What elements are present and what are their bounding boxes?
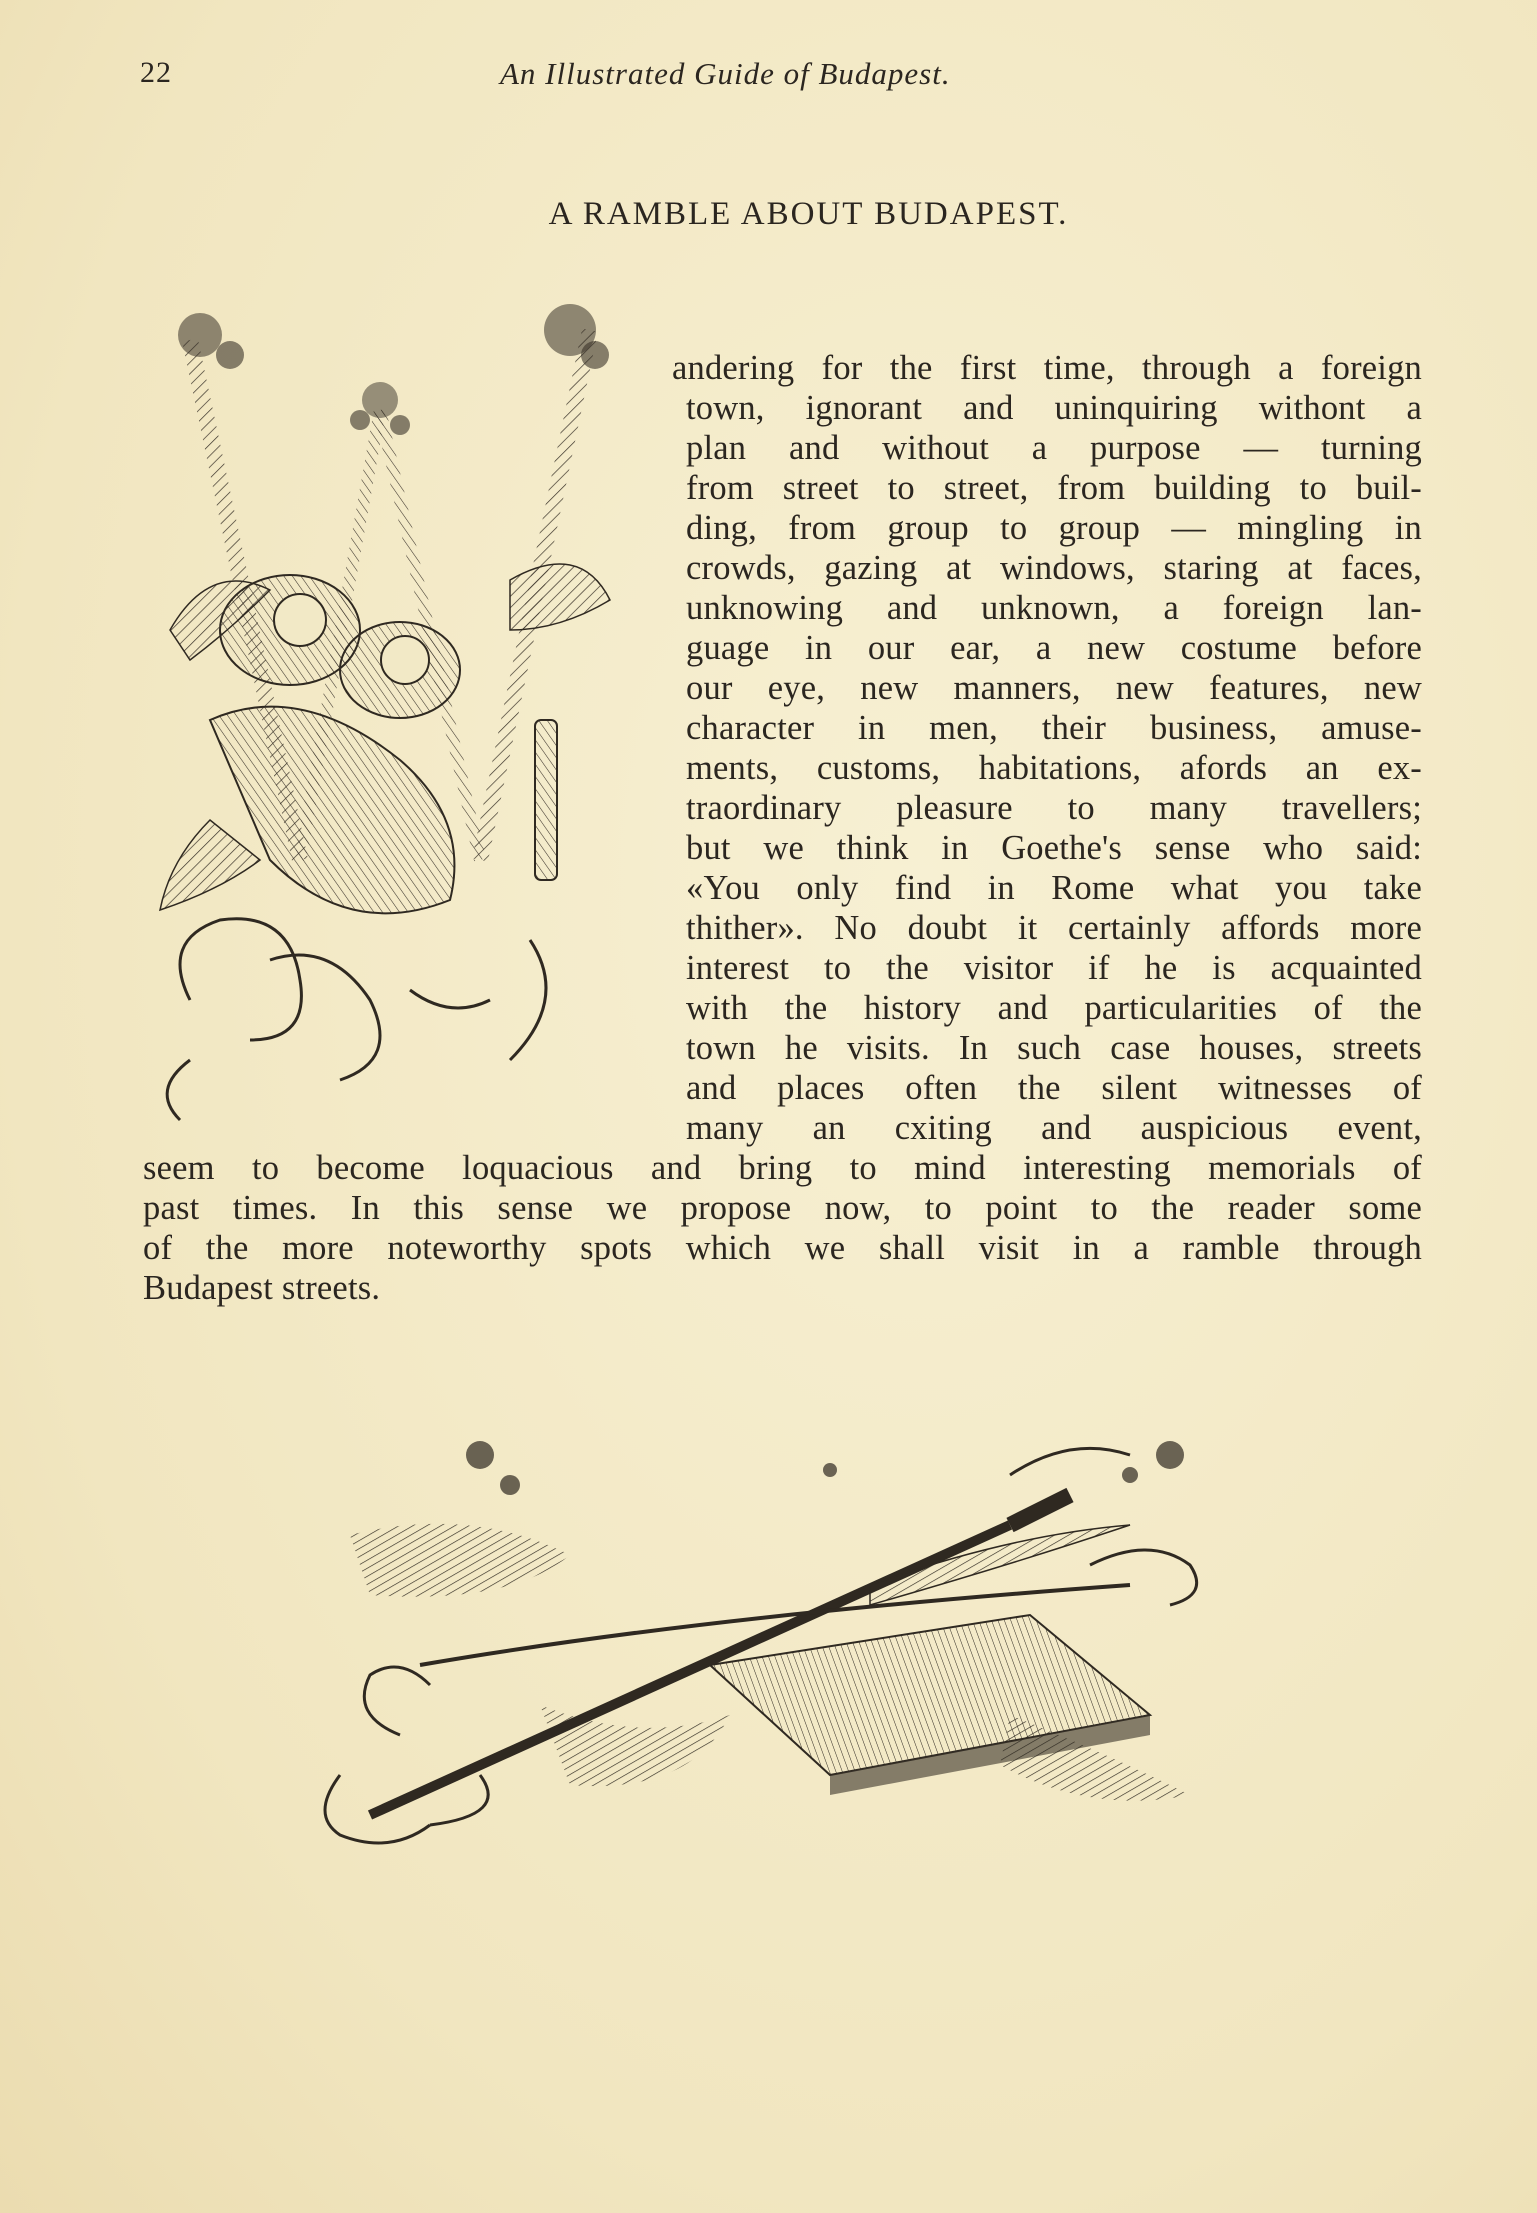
paragraph-line: our eye, new manners, new features, new <box>686 669 1422 707</box>
paragraph-line: guage in our ear, a new costume before <box>686 629 1422 667</box>
page-number: 22 <box>140 56 172 89</box>
paragraph-line: with the history and particularities of the <box>686 989 1422 1027</box>
paragraph-line: plan and without a purpose — turning <box>686 429 1422 467</box>
paragraph-line: ding, from group to group — mingling in <box>686 509 1422 547</box>
paragraph-line: crowds, gazing at windows, staring at faces, <box>686 549 1422 587</box>
paragraph-line: town he visits. In such case houses, streets <box>686 1029 1422 1067</box>
paragraph-line: past times. In this sense we propose now, to point to the reader some <box>143 1189 1422 1227</box>
paragraph-line: ments, customs, habitations, afords an ex- <box>686 749 1422 787</box>
chapter-title: A RAMBLE ABOUT BUDAPEST. <box>548 196 1069 232</box>
paragraph-line: from street to street, from building to buil- <box>686 469 1422 507</box>
paragraph-line: but we think in Goethe's sense who said: <box>686 829 1422 867</box>
paragraph-line: of the more noteworthy spots which we shall visit in a ramble through <box>143 1229 1422 1267</box>
paragraph-line: many an cxiting and auspicious event, <box>686 1109 1422 1147</box>
paragraph-line: character in men, their business, amuse- <box>686 709 1422 747</box>
decorated-initial-w-cherubs-icon <box>150 300 655 1145</box>
paragraph-line: Budapest streets. <box>143 1269 381 1307</box>
paragraph-line: town, ignorant and uninquiring withont a <box>686 389 1422 427</box>
paragraph-line: traordinary pleasure to many travellers; <box>686 789 1422 827</box>
paragraph-line: and places often the silent witnesses of <box>686 1069 1422 1107</box>
running-head: An Illustrated Guide of Budapest. <box>500 56 951 91</box>
paragraph-line: interest to the visitor if he is acquainted <box>686 949 1422 987</box>
paragraph-line: thither». No doubt it certainly affords more <box>686 909 1422 947</box>
paragraph-line: andering for the first time, through a foreign <box>672 349 1422 387</box>
paragraph-line: «You only find in Rome what you take <box>686 869 1422 907</box>
tailpiece-pen-and-book-icon <box>310 1415 1270 1865</box>
paragraph-line: seem to become loquacious and bring to mind interesting memorials of <box>143 1149 1422 1187</box>
paragraph-line: unknowing and unknown, a foreign lan- <box>686 589 1422 627</box>
